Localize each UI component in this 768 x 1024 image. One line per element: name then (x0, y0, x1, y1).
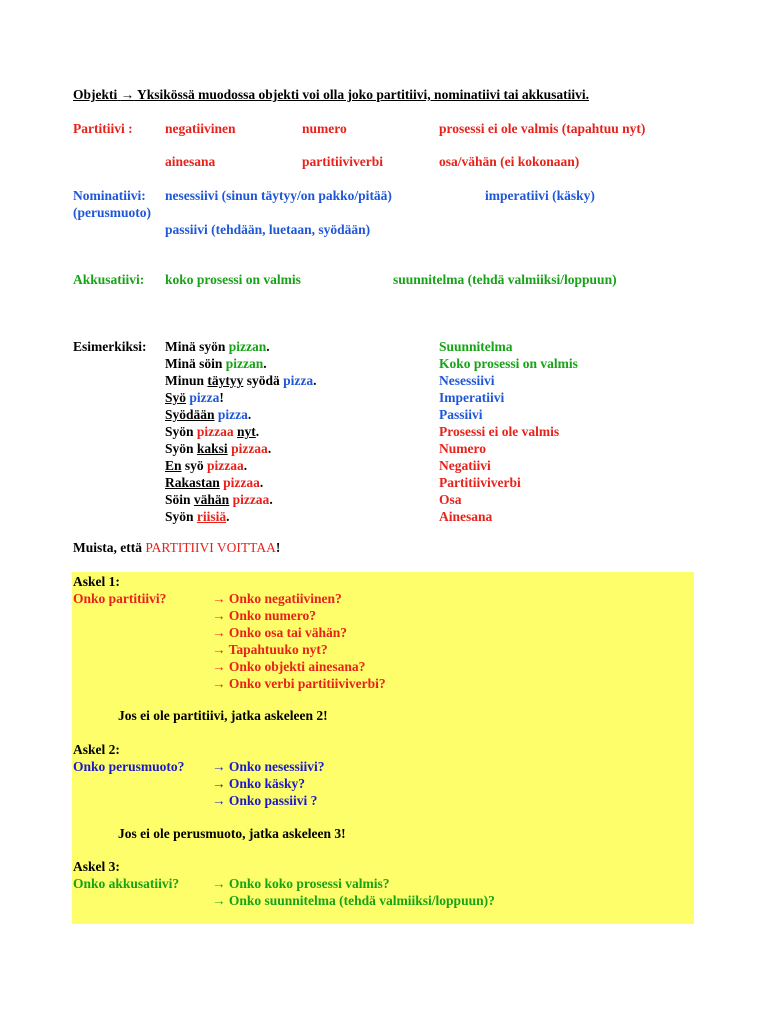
arrow-icon: → (212, 591, 226, 606)
example-sentence: Syön pizzaa nyt. (165, 424, 260, 439)
arrow-icon: → (212, 776, 226, 791)
step1-checks (212, 590, 386, 692)
check-item: → Onko passiivi ? (212, 793, 318, 808)
example-sentence: En syö pizzaa. (165, 458, 248, 473)
example-type-label: Osa (439, 492, 462, 507)
partitive-item: negatiivinen (165, 121, 236, 136)
example-sentence: Syödään pizza. (165, 407, 252, 422)
step3-question: Onko akkusatiivi? (73, 876, 180, 891)
example-sentence: Syö pizza! (165, 390, 224, 405)
step2-next: Jos ei ole perusmuoto, jatka askeleen 3! (118, 826, 346, 841)
arrow-icon: → (212, 676, 226, 691)
example-type-label: Numero (439, 441, 486, 456)
header-line (73, 86, 589, 103)
example-sentence: Syön riisiä. (165, 509, 230, 524)
step1-question: Onko partitiivi? (73, 591, 167, 606)
example-sentence: Syön kaksi pizzaa. (165, 441, 272, 456)
partitive-item: ainesana (165, 154, 216, 169)
check-item: → Onko käsky? (212, 776, 306, 791)
example-type-label: Koko prosessi on valmis (439, 356, 578, 371)
check-item: → Onko koko prosessi valmis? (212, 876, 390, 891)
remember-highlight: PARTITIIVI VOITTAA (145, 540, 276, 555)
arrow-icon: → (212, 893, 226, 908)
check-item: → Onko numero? (212, 608, 317, 623)
check-item: → Onko nesessiivi? (212, 759, 325, 774)
check-item: → Onko suunnitelma (tehdä valmiiksi/loppuun)? (212, 893, 495, 908)
step2-title: Askel 2: (73, 742, 120, 757)
step3-title: Askel 3: (73, 859, 120, 874)
step1-title: Askel 1: (73, 574, 120, 589)
example-type-label: Negatiivi (439, 458, 491, 473)
accusative-label: Akkusatiivi: (73, 272, 145, 287)
accusative-item: suunnitelma (tehdä valmiiksi/loppuun) (393, 272, 617, 287)
remember-line: Muista, että PARTITIIVI VOITTAA! (73, 540, 281, 555)
check-item: → Onko objekti ainesana? (212, 659, 366, 674)
example-sentence: Söin vähän pizzaa. (165, 492, 273, 507)
example-sentence: Rakastan pizzaa. (165, 475, 264, 490)
check-item: → Onko osa tai vähän? (212, 625, 348, 640)
arrow-icon: → (212, 793, 226, 808)
check-item: → Onko verbi partitiiviverbi? (212, 676, 386, 691)
nominative-item: nesessiivi (sinun täytyy/on pakko/pitää) (165, 188, 392, 203)
arrow-icon: → (212, 625, 226, 640)
step2-checks (212, 758, 325, 809)
step1-next: Jos ei ole partitiivi, jatka askeleen 2! (118, 708, 328, 723)
arrow-icon: → (212, 876, 226, 891)
header-object-word: Objekti (73, 87, 118, 102)
partitive-item: osa/vähän (ei kokonaan) (439, 154, 580, 169)
nominative-item: imperatiivi (käsky) (485, 188, 595, 203)
check-item: → Onko negatiivinen? (212, 591, 342, 606)
example-type-label: Partitiiviverbi (439, 475, 521, 490)
example-sentence: Minä syön pizzan. (165, 339, 270, 354)
example-type-label: Prosessi ei ole valmis (439, 424, 560, 439)
partitive-label: Partitiivi : (73, 121, 133, 136)
arrow-icon: → (212, 759, 226, 774)
example-type-label: Suunnitelma (439, 339, 513, 354)
example-type-label: Passiivi (439, 407, 483, 422)
step2-question: Onko perusmuoto? (73, 759, 185, 774)
examples-sentences (165, 338, 317, 525)
arrow-icon: → (120, 87, 135, 102)
arrow-icon: → (212, 659, 226, 674)
example-sentence: Minun täytyy syödä pizza. (165, 373, 317, 388)
example-sentence: Minä söin pizzan. (165, 356, 267, 371)
example-type-label: Ainesana (439, 509, 493, 524)
nominative-label-2: (perusmuoto) (73, 205, 151, 220)
step3-checks (212, 875, 495, 909)
arrow-icon: → (212, 608, 226, 623)
nominative-label: Nominatiivi: (73, 188, 146, 203)
partitive-item: prosessi ei ole valmis (tapahtuu nyt) (439, 121, 646, 136)
accusative-item: koko prosessi on valmis (165, 272, 301, 287)
partitive-item: numero (302, 121, 347, 136)
examples-labels (439, 338, 578, 525)
examples-label: Esimerkiksi: (73, 339, 147, 354)
nominative-item: passiivi (tehdään, luetaan, syödään) (165, 222, 371, 237)
check-item: → Tapahtuuko nyt? (212, 642, 328, 657)
header-text: Yksikössä muodossa objekti voi olla joko partitiivi, nominatiivi tai akkusatiivi. (137, 87, 589, 102)
arrow-icon: → (212, 642, 226, 657)
partitive-item: partitiiviverbi (302, 154, 383, 169)
example-type-label: Imperatiivi (439, 390, 505, 405)
example-type-label: Nesessiivi (439, 373, 495, 388)
